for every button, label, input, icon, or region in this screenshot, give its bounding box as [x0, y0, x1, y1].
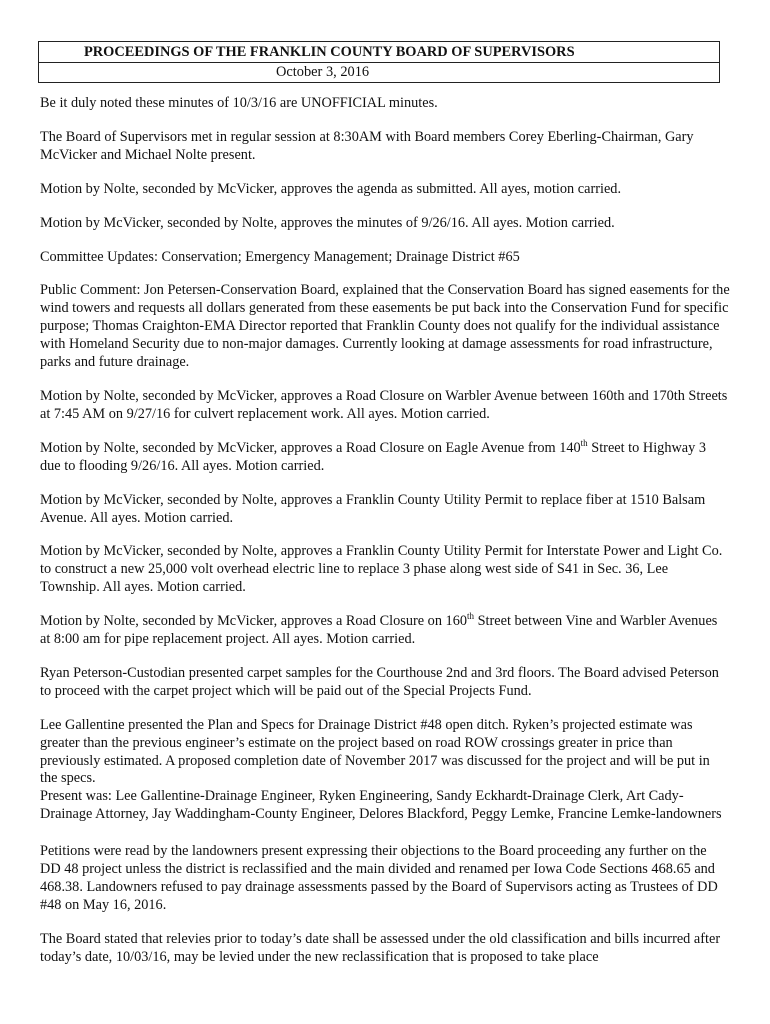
paragraph-eagle-road-closure: Motion by Nolte, seconded by McVicker, approves a Road Closure on Eagle Avenue from 140th Street to Highway 3 due to flooding 9/26/16. All ayes. Motion carried. [40, 437, 707, 474]
paragraph-landowner-petitions: Petitions were read by the landowners present expressing their objections to the Board proceeding any further on the DD 48 project unless the district is reclassified and the main divided and renamed per Iowa Code Sections 468.65 and 468.38. Landowners refused to pay drainage assessments passed by the Board of Supervisors acting as Trustees of DD #48 on May 16, 2016. [40, 843, 718, 913]
page-title: PROCEEDINGS OF THE FRANKLIN COUNTY BOARD OF SUPERVISORS [39, 42, 719, 63]
minutes-body [40, 95, 730, 983]
paragraph-warbler-road-closure: Motion by Nolte, seconded by McVicker, approves a Road Closure on Warbler Avenue between 160th and 170th Streets at 7:45 AM on 9/27/16 for culvert replacement work. All ayes. Motion carried. [40, 387, 728, 422]
paragraph-agenda-motion: Motion by Nolte, seconded by McVicker, approves the agenda as submitted. All ayes, motion carried. [40, 180, 622, 197]
paragraph-session-opening: The Board of Supervisors met in regular session at 8:30AM with Board members Corey Eberling-Chairman, Gary McVicker and Michael Nolte present. [40, 128, 694, 163]
paragraph-public-comment: Public Comment: Jon Petersen-Conservation Board, explained that the Conservation Board has signed easements for the wind towers and requests all dollars generated from these easements be put back into the Conservation Fund for specific purpose; Thomas Craighton-EMA Director reported that Franklin County does not qualify for the individual assistance with Homeland Security due to non-major damages. Currently looking at damage assessments for road infrastructure, parks and future drainage. [40, 282, 730, 371]
paragraph-electric-utility-permit: Motion by McVicker, seconded by Nolte, approves a Franklin County Utility Permit for Interstate Power and Light Co. to construct a new 25,000 volt overhead electric line to replace 3 phase along west side of S41 in Sec. 36, Lee Township. All ayes. Motion carried. [40, 543, 723, 596]
paragraph-unofficial-notice: Be it duly noted these minutes of 10/3/16 are UNOFFICIAL minutes. [40, 95, 438, 111]
paragraph-carpet-project: Ryan Peterson-Custodian presented carpet samples for the Courthouse 2nd and 3rd floors. The Board advised Peterson to proceed with the carpet project which will be paid out of the Special Projects Fund. [40, 664, 719, 699]
paragraph-minutes-motion: Motion by McVicker, seconded by Nolte, approves the minutes of 9/26/16. All ayes. Motion carried. [40, 214, 615, 231]
paragraph-present-list: Present was: Lee Gallentine-Drainage Engineer, Ryken Engineering, Sandy Eckhardt-Drainage Clerk, Art Cady-Drainage Attorney, Jay Waddingham-County Engineer, Delores Blackford, Peggy Lemke, Francine Lemke-landowners [40, 788, 722, 823]
paragraph-fiber-utility-permit: Motion by McVicker, seconded by Nolte, approves a Franklin County Utility Permit to replace fiber at 1510 Balsam Avenue. All ayes. Motion carried. [40, 491, 706, 526]
paragraph-board-statement: The Board stated that relevies prior to today’s date shall be assessed under the old classification and bills incurred after today’s date, 10/03/16, may be levied under the new reclassification that is proposed to take place [40, 930, 721, 965]
paragraph-160th-road-closure: Motion by Nolte, seconded by McVicker, approves a Road Closure on 160th Street between Vine and Warbler Avenues at 8:00 am for pipe replacement project. All ayes. Motion carried. [40, 611, 718, 648]
paragraph-drainage-plan: Lee Gallentine presented the Plan and Specs for Drainage District #48 open ditch. Ryken’s projected estimate was greater than the previous engineer’s estimate on the project based on road ROW crossings greater in price than previously estimated. A proposed completion date of November 2017 was discussed for the project and will be put in the specs. [40, 716, 710, 787]
paragraph-committee-updates: Committee Updates: Conservation; Emergency Management; Drainage District #65 [40, 248, 520, 265]
meeting-date: October 3, 2016 [276, 64, 370, 80]
proceedings-header [38, 41, 720, 83]
